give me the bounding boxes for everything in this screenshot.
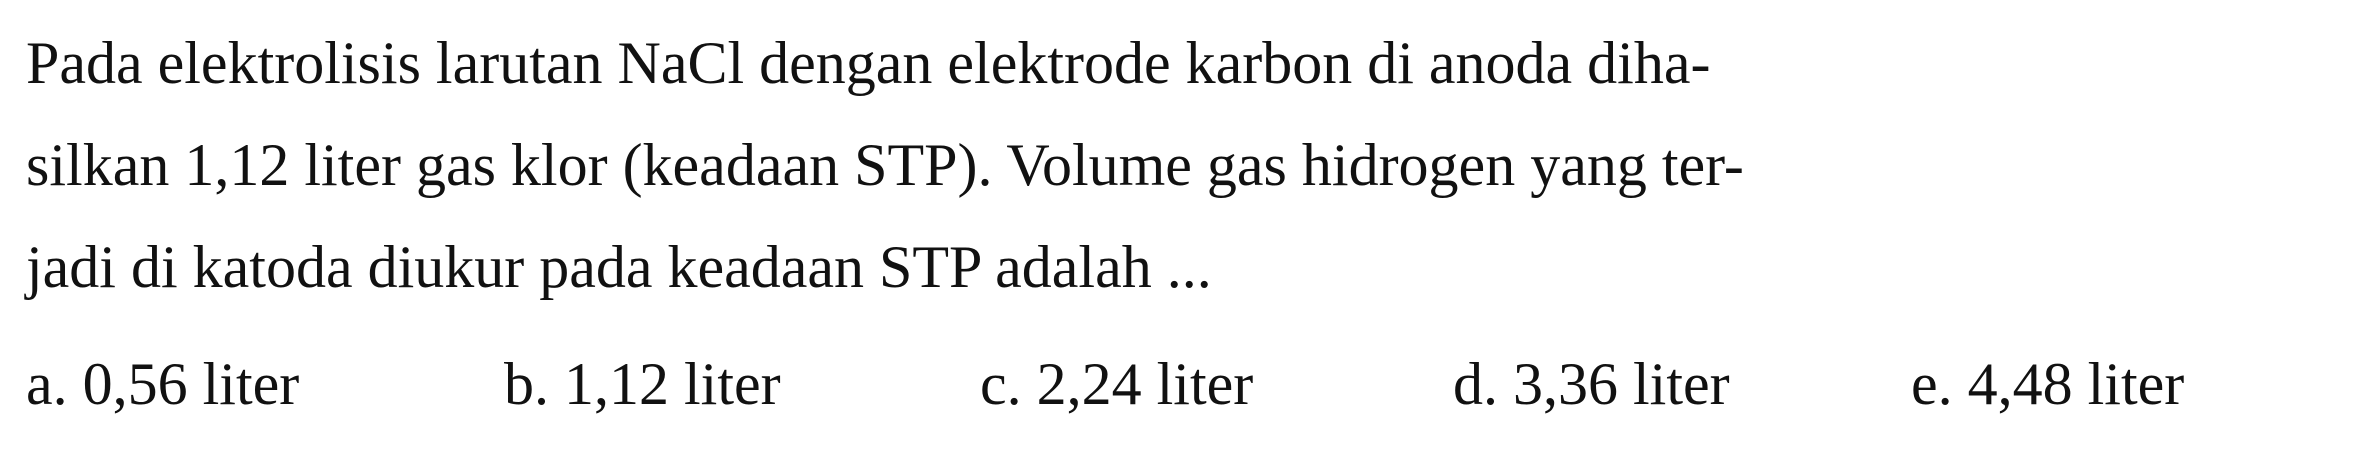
option-a[interactable] [26, 333, 299, 435]
option-a-letter: a. [26, 351, 68, 417]
option-c[interactable] [980, 333, 1253, 435]
option-b-text: 1,12 liter [564, 351, 781, 417]
option-d[interactable] [1453, 333, 1730, 435]
option-b[interactable] [504, 333, 781, 435]
option-e-text: 4,48 liter [1967, 351, 2185, 417]
option-c-letter: c. [980, 351, 1022, 417]
question-line-2: silkan 1,12 liter gas klor (keadaan STP). Volume gas hidrogen yang ter- [26, 132, 1744, 198]
option-d-letter: d. [1453, 351, 1498, 417]
option-c-text: 2,24 liter [1036, 351, 1254, 417]
option-d-text: 3,36 liter [1513, 351, 1730, 417]
option-e-letter: e. [1911, 351, 1953, 417]
question-text [26, 12, 2336, 318]
question-line-1: Pada elektrolisis larutan NaCl dengan elektrode karbon di anoda diha- [26, 30, 1711, 96]
question-line-3: jadi di katoda diukur pada keadaan STP adalah ... [26, 234, 1212, 300]
option-e[interactable] [1911, 333, 2184, 435]
option-a-text: 0,56 liter [82, 351, 300, 417]
option-b-letter: b. [504, 351, 549, 417]
